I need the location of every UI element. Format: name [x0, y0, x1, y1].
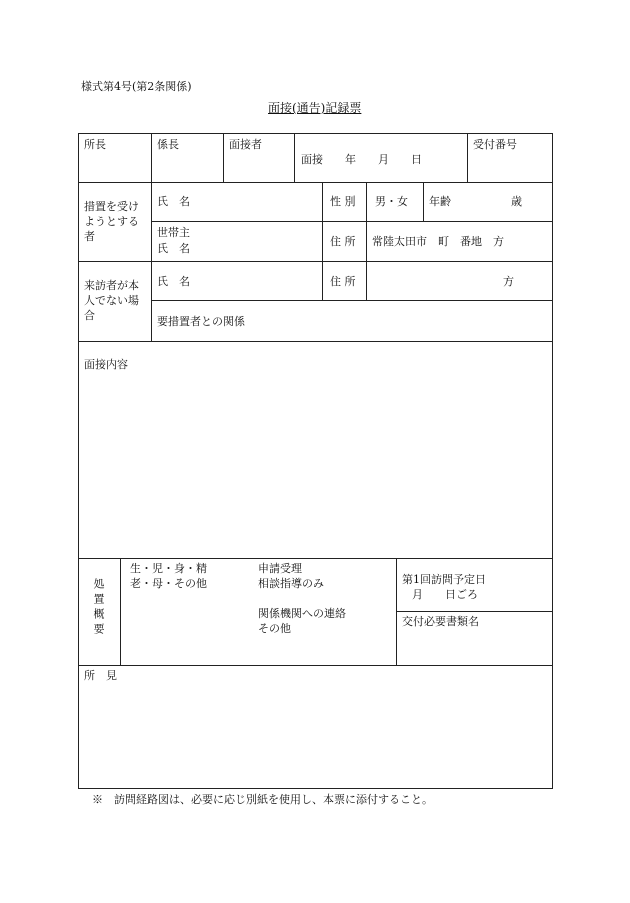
divider	[366, 182, 367, 300]
visitor-address-label: 住 所	[330, 275, 356, 288]
first-visit-date-field[interactable]: 月 日ごろ	[412, 588, 478, 601]
action-consultation: 相談指導のみ	[258, 577, 324, 590]
divider	[423, 182, 424, 221]
age-label: 年齢	[429, 195, 451, 208]
category-line-1: 生・児・身・精	[130, 562, 207, 575]
action-other: その他	[258, 622, 291, 635]
interview-date-field[interactable]: 面接 年 月 日	[301, 153, 422, 166]
divider	[78, 182, 552, 183]
subject-label: 措置を受けようとする者	[84, 200, 139, 243]
divider	[120, 558, 121, 665]
divider	[78, 558, 552, 559]
documents-label: 交付必要書類名	[402, 615, 479, 628]
divider	[78, 665, 552, 666]
subject-name-label: 氏 名	[157, 195, 190, 208]
findings-label: 所 見	[84, 669, 117, 682]
divider	[151, 182, 152, 341]
disposition-label: 処置概要	[92, 578, 105, 638]
first-visit-label: 第1回訪問予定日	[402, 573, 486, 586]
director-label: 所長	[84, 138, 106, 151]
divider	[151, 221, 552, 222]
divider	[396, 611, 552, 612]
receipt-number-label: 受付番号	[473, 138, 517, 151]
visitor-name-label: 氏 名	[157, 275, 190, 288]
action-liaison: 関係機関への連絡	[258, 607, 346, 620]
divider	[396, 558, 397, 665]
footer-note: ※ 訪問経路図は、必要に応じ別紙を使用し、本票に添付すること。	[92, 793, 433, 806]
relation-label: 要措置者との関係	[157, 315, 245, 328]
divider	[78, 261, 552, 262]
address-label: 住 所	[330, 235, 356, 248]
divider	[322, 182, 323, 300]
divider	[467, 133, 468, 182]
action-application: 申請受理	[258, 562, 302, 575]
divider	[151, 300, 552, 301]
divider	[223, 133, 224, 182]
householder-name-label: 氏 名	[157, 242, 190, 255]
sex-value-field[interactable]: 男・女	[375, 195, 408, 208]
visitor-address-suffix: 方	[503, 275, 514, 288]
address-field[interactable]: 常陸太田市 町 番地 方	[372, 235, 504, 248]
section-chief-label: 係長	[157, 138, 179, 151]
divider	[294, 133, 295, 182]
form-number: 様式第4号(第2条関係)	[81, 80, 192, 93]
visitor-label: 来訪者が本人でない場合	[84, 279, 139, 322]
householder-label: 世帯主	[157, 226, 190, 239]
age-unit: 歳	[511, 195, 522, 208]
form-frame	[78, 133, 553, 789]
divider	[151, 133, 152, 182]
divider	[78, 341, 552, 342]
interviewer-label: 面接者	[229, 138, 262, 151]
interview-content-label: 面接内容	[84, 358, 128, 371]
category-line-2: 老・母・その他	[130, 577, 207, 590]
form-title: 面接(通告)記録票	[268, 101, 362, 115]
sex-label: 性 別	[330, 195, 356, 208]
